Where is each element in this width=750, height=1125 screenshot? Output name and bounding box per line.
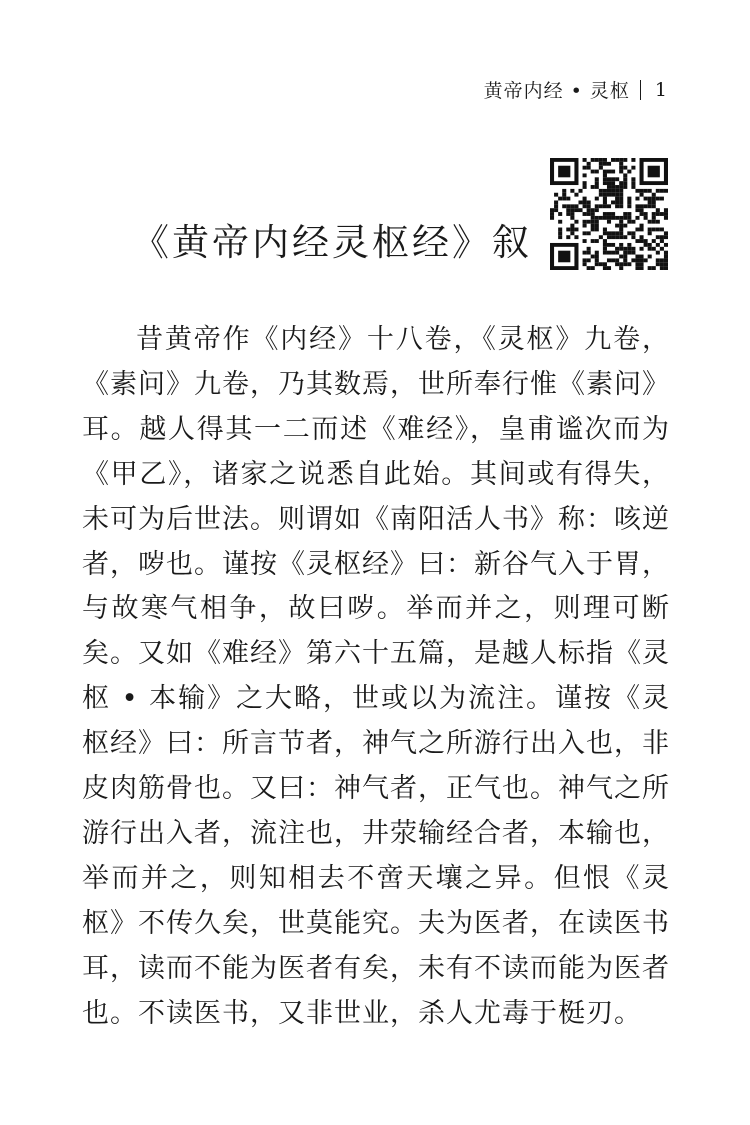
article-title: 《黄帝内经灵枢经》叙 [132, 221, 532, 264]
qr-code-icon[interactable] [550, 158, 668, 270]
running-title: 黄帝内经 • 灵枢 [483, 80, 630, 102]
running-header [484, 76, 668, 103]
page-number: 1 [654, 78, 668, 101]
header-divider [640, 80, 641, 100]
article-body: 昔黄帝作《内经》十八卷，《灵枢》九卷，《素问》九卷，乃其数焉，世所奉行惟《素问》耳。越人得其一二而述《难经》，皇甫谧次而为《甲乙》，诸家之说悉自此始。其间或有得失，未可为后世法。则谓如《南阳活人书》称：咳逆者，哕也。谨按《灵枢经》曰：新谷气入于胃，与故寒气相争，故曰哕。举而并之，则理可断矣。又如《难经》第六十五篇，是越人标指《灵枢 • 本输》之大略，世或以为流注。谨按《灵枢经》曰：所言节者，神气之所游行出入也，非皮肉筋骨也。又曰：神气者，正气也。神气之所游行出入者，流注也，井荥输经合者，本输也，举而并之，则知相去不啻天壤之异。但恨《灵枢》不传久矣，世莫能究。夫为医者，在读医书耳，读而不能为医者有矣，未有不读而能为医者也。不读医书，又非世业，杀人尤毒于梃刃。 [82, 324, 670, 1029]
title-row [0, 158, 750, 278]
